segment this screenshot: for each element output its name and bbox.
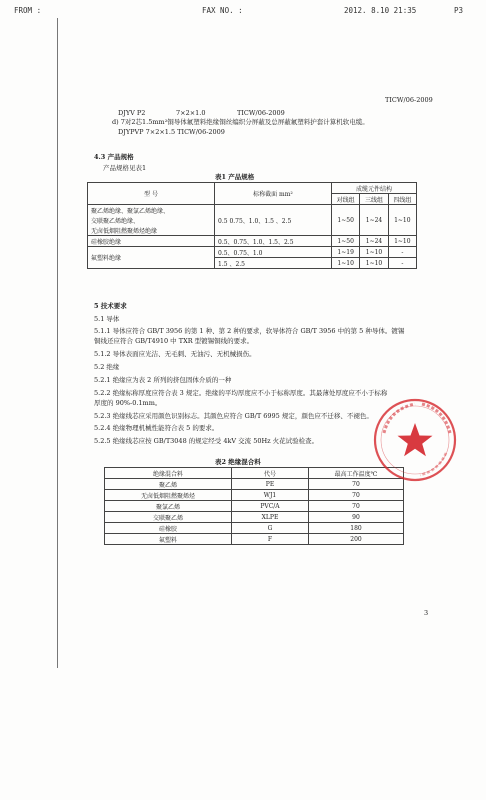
table-row <box>88 247 417 258</box>
table2-cell: 氟塑料 <box>105 534 232 545</box>
table2-cell: WJ1 <box>232 490 309 501</box>
red-seal-stamp <box>370 395 460 485</box>
table2-cell: 聚氯乙烯 <box>105 501 232 512</box>
table-row <box>88 236 417 247</box>
table-row <box>105 479 404 490</box>
scan-margin-line <box>57 18 58 668</box>
table2-cell: PE <box>232 479 309 490</box>
table2-cell: 200 <box>309 534 404 545</box>
table1-cell: - <box>388 247 416 258</box>
section-5-2-heading: 5.2 绝缘 <box>94 363 120 371</box>
fax-page: P3 <box>454 6 464 15</box>
section-5-1-1: 5.1.1 导体应符合 GB/T 3956 的第 1 种、第 2 种的要求，软导体符合 GB/T 3956 中的第 5 种导体。镀锡 <box>94 327 405 335</box>
table2-cell: PVC/A <box>232 501 309 512</box>
table2-cell: 无卤低烟阻燃聚烯烃 <box>105 490 232 501</box>
table1-cell: 1~10 <box>388 236 416 247</box>
table2-cell: F <box>232 534 309 545</box>
table2-caption: 表2 绝缘混合料 <box>215 458 261 466</box>
section-5-2-1: 5.2.1 绝缘应为表 2 所列的挤包固体介质的一种 <box>94 376 232 384</box>
table1-cell: 1~50 <box>332 205 360 236</box>
fax-number-label: FAX NO. : <box>202 6 243 15</box>
table1-header-area: 标称截面 mm² <box>215 183 332 205</box>
table1-cell: 1~50 <box>332 236 360 247</box>
table2-cell: G <box>232 523 309 534</box>
doc-code: TICW/06-2009 <box>385 96 433 104</box>
table2-header-temp: 最高工作温度℃ <box>309 468 404 479</box>
table1-cell: - <box>388 258 416 269</box>
spec-line-model: DJYV P2 <box>118 109 146 117</box>
spec-line-d-model: DJYPVP 7×2×1.5 TICW/06-2009 <box>118 128 225 136</box>
table1-cell: 硅橡胶绝缘 <box>88 236 215 247</box>
table1-cell: 0.5、0.75、1.0 <box>215 247 332 258</box>
table1-header-pair: 对线组 <box>332 194 360 205</box>
table1-caption: 表1 产品规格 <box>215 173 255 181</box>
table1-header-triple: 三线组 <box>360 194 388 205</box>
table-row <box>105 523 404 534</box>
section-5-heading: 5 技术要求 <box>94 302 127 310</box>
table2-cell: 交联聚乙烯 <box>105 512 232 523</box>
section-5-2-2: 5.2.2 绝缘标称厚度应符合表 3 规定。绝缘的平均厚度应不小于标称厚度。其最薄处厚度应不小于标称 <box>94 389 388 397</box>
fax-from: FROM : <box>14 6 42 15</box>
section-5-2-2-cont: 厚度的 90%-0.1mm。 <box>94 399 162 407</box>
table1-cell: 无卤低烟阻燃聚烯烃绝缘 <box>88 225 215 236</box>
page-number: 3 <box>424 609 429 617</box>
table2-cell: 70 <box>309 501 404 512</box>
table1-cell: 0.5、0.75、1.0、1.5、2.5 <box>215 236 332 247</box>
section-5-2-5: 5.2.5 绝缘线芯应按 GB/T3048 的规定经受 4kV 交流 50Hz 火花试验检查。 <box>94 437 319 445</box>
table1-cell: 1~10 <box>360 247 388 258</box>
section-5-2-4: 5.2.4 绝缘物理机械性能符合表 5 的要求。 <box>94 424 219 432</box>
spec-line-d: d) 7对2芯1.5mm²铜导体氟塑料绝缘铜丝编织分屏蔽及总屏蔽氟塑料护套计算机软电缆。 <box>112 118 369 126</box>
table-row <box>105 534 404 545</box>
fax-header <box>14 6 472 18</box>
table1-cell: 氟塑料绝缘 <box>88 247 215 269</box>
table1-cell: 1~24 <box>360 236 388 247</box>
table1-cell: 0.5 0.75、1.0、1.5 、2.5 <box>215 205 332 236</box>
section-4-3-heading: 4.3 产品规格 <box>94 153 134 161</box>
table-row <box>105 490 404 501</box>
table-row <box>105 512 404 523</box>
table1-cell: 交联聚乙烯绝缘、 <box>88 215 215 225</box>
table1-cell: 1~10 <box>388 205 416 236</box>
fax-datetime: 2012. 8.10 21:35 <box>344 6 417 15</box>
section-5-2-3: 5.2.3 绝缘线芯应采用颜色识别标志。其颜色应符合 GB/T 6995 规定，颜色应不迁移、不褪色。 <box>94 412 373 420</box>
table2-cell: 聚乙烯 <box>105 479 232 490</box>
section-4-3-note: 产品规格见表1 <box>103 164 147 172</box>
table2-header-material: 绝缘混合料 <box>105 468 232 479</box>
table2-cell: XLPE <box>232 512 309 523</box>
table2-header-code: 代号 <box>232 468 309 479</box>
section-5-1-heading: 5.1 导体 <box>94 315 120 323</box>
section-5-1-1-cont: 铜线还应符合 GB/T4910 中 TXR 型镀锡铜线的要求。 <box>94 337 254 345</box>
table2-cell: 180 <box>309 523 404 534</box>
spec-line-code: TICW/06-2009 <box>237 109 285 117</box>
table1-cell: 1~10 <box>332 258 360 269</box>
table2-cell: 90 <box>309 512 404 523</box>
spec-line-size: 7×2×1.0 <box>176 109 206 117</box>
table1 <box>87 182 417 269</box>
table2-cell: 硅橡胶 <box>105 523 232 534</box>
table2 <box>104 467 404 545</box>
table1-cell: 1~19 <box>332 247 360 258</box>
table1-cell: 1~24 <box>360 205 388 236</box>
table2-cell: 70 <box>309 479 404 490</box>
table1-cell: 聚乙烯绝缘、聚氯乙烯绝缘、 <box>88 205 215 216</box>
table1-cell: 1.5 、2.5 <box>215 258 332 269</box>
table-row <box>88 205 417 216</box>
table1-header-quad: 四线组 <box>388 194 416 205</box>
table2-cell: 70 <box>309 490 404 501</box>
table1-header-type: 型 号 <box>88 183 215 205</box>
table1-header-structure: 成缆元件结构 <box>332 183 417 194</box>
table-row <box>105 501 404 512</box>
section-5-1-2: 5.1.2 导体表面应光洁、无毛刺、无油污、无机械损伤。 <box>94 350 256 358</box>
table1-cell: 1~10 <box>360 258 388 269</box>
